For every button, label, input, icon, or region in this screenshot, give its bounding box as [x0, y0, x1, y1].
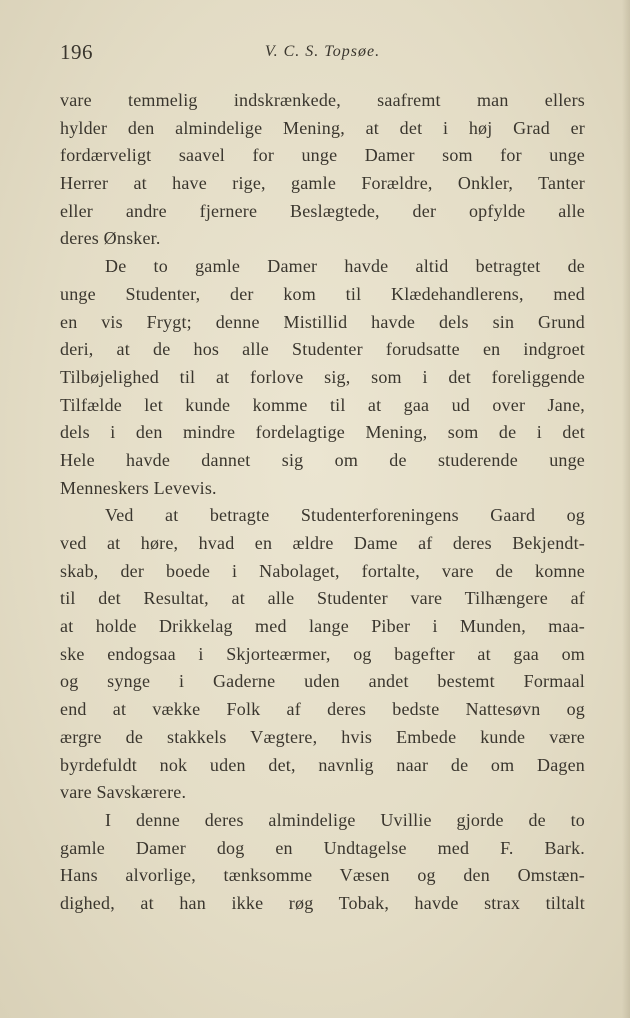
text-line: vare temmelig indskrænkede, saafremt man ellers — [60, 90, 585, 110]
text-line: at holde Drikkelag med lange Piber i Munden, maa- — [60, 616, 585, 637]
text-line: og synge i Gaderne uden andet bestemt Formaal — [60, 671, 585, 692]
text-line: De to gamle Damer havde altid betragtet de — [105, 256, 585, 277]
text-line: Tilbøjelighed til at forlove sig, som i det foreliggende — [60, 366, 585, 387]
text-line: Tilfælde let kunde komme til at gaa ud over Jane, — [60, 394, 585, 415]
text-line: byrdefuldt nok uden det, navnlig naar de om Dagen — [60, 754, 585, 775]
text-line: skab, der boede i Nabolaget, fortalte, vare de komne — [60, 560, 585, 581]
text-line: Herrer at have rige, gamle Forældre, Onkler, Tanter — [60, 173, 585, 194]
text-line: fordærveligt saavel for unge Damer som for unge — [60, 145, 585, 166]
text-line: ærgre de stakkels Vægtere, hvis Embede kunde være — [60, 726, 585, 747]
text-line: end at vække Folk af deres bedste Nattesøvn og — [60, 699, 585, 720]
text-line: dels i den mindre fordelagtige Mening, som de i det — [60, 422, 585, 443]
text-line: gamle Damer dog en Undtagelse med F. Bark. — [60, 837, 585, 858]
text-line: Menneskers Levevis. — [60, 477, 217, 498]
text-line: hylder den almindelige Mening, at det i høj Grad er — [60, 117, 585, 138]
running-head: V. C. S. Topsøe. — [264, 43, 381, 60]
text-line: deres Ønsker. — [60, 228, 161, 249]
text-line: Hele havde dannet sig om de studerende unge — [60, 449, 585, 470]
text-line: unge Studenter, der kom til Klædehandlerens, med — [60, 283, 585, 304]
text-line: eller andre fjernere Beslægtede, der opfylde alle — [60, 200, 585, 221]
text-line: ved at høre, hvad en ældre Dame af deres Bekjendt- — [60, 533, 585, 553]
page-edge-shadow — [622, 0, 630, 1018]
text-line: dighed, at han ikke røg Tobak, havde strax tiltalt — [60, 892, 585, 913]
text-line: I denne deres almindelige Uvillie gjorde de to — [105, 809, 585, 830]
text-line: ske endogsaa i Skjorteærmer, og bagefter at gaa om — [60, 643, 585, 664]
page-header — [60, 40, 585, 70]
text-line: Ved at betragte Studenterforeningens Gaard og — [105, 505, 585, 526]
page-number: 196 — [60, 40, 93, 64]
text-line: deri, at de hos alle Studenter forudsatte en indgroet — [60, 339, 585, 360]
text-line: en vis Frygt; denne Mistillid havde dels sin Grund — [60, 311, 585, 332]
text-line: Hans alvorlige, tænksomme Væsen og den Omstæn- — [60, 865, 585, 886]
text-line: vare Savskærere. — [60, 782, 187, 803]
text-line: til det Resultat, at alle Studenter vare Tilhængere af — [60, 588, 585, 609]
body-text — [60, 87, 585, 918]
